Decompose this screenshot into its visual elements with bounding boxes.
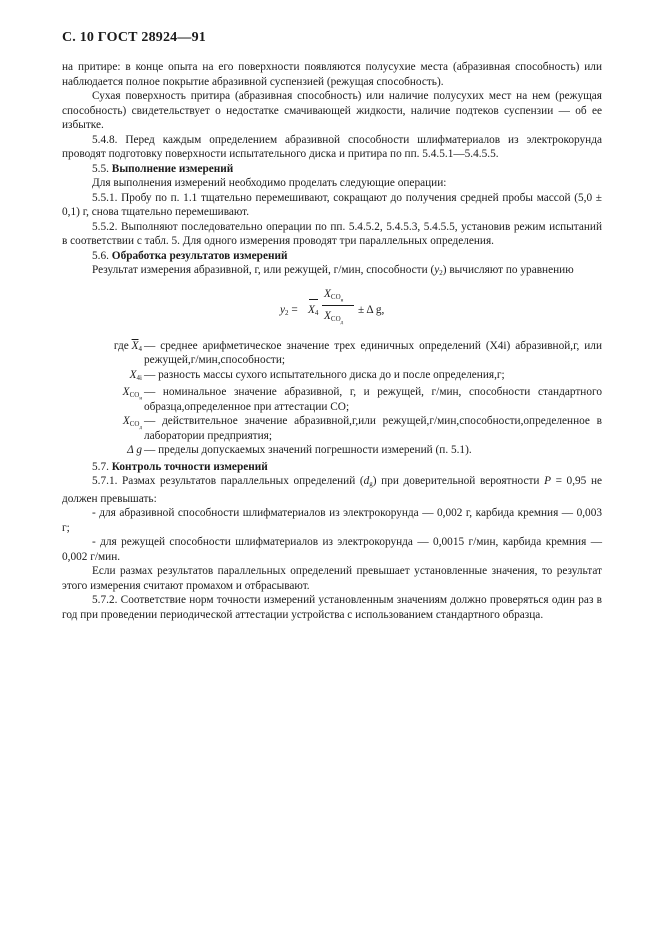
where-word: где (113, 339, 129, 352)
section-title: Контроль точности измерений (111, 460, 268, 473)
section-heading-5-6 (62, 249, 602, 264)
formula-sub-text: CO (330, 292, 341, 301)
definition-row (62, 339, 602, 368)
paragraph (62, 263, 602, 281)
subscript: g (369, 480, 373, 488)
symbol-subsub: н (139, 396, 142, 402)
definition-desc: действительное значение абразивной,г,или режущей,г/мин,способности,определенное в лаборатории предприятия; (144, 415, 602, 442)
definition-row (62, 368, 602, 386)
definition-row (62, 414, 602, 443)
symbol-sub (129, 391, 142, 402)
subscript: 2 (439, 269, 443, 277)
paragraph (62, 474, 602, 506)
dash: — (144, 368, 156, 381)
section-title: Выполнение измерений (111, 162, 234, 175)
definition-desc: среднее арифметическое значение трех единичных определений (X4i) абразивной,г, или режущей,г/мин,способности; (144, 339, 602, 366)
symbol-var: X (129, 368, 137, 381)
paragraph: Сухая поверхность притира (абразивная способность) или наличие полусухих мест на нем (режущая способность) свидетельствует о недостатке смачивающей жидкости, наличие подтеков суспензии — об ее избытке. (62, 90, 602, 131)
text-run: 5.7.1. Размах результатов параллельных определений ( (92, 475, 364, 487)
formula-sub (331, 293, 343, 301)
symbol-var: $\overline{X}$ (131, 339, 139, 352)
section-number: 5.7. (92, 460, 109, 473)
definition-text (144, 385, 602, 414)
document-body (62, 60, 602, 622)
definition-desc: номинальное значение абразивной, г, и режущей, г/мин, способности стандартного образца,определенное при аттестации СО; (144, 386, 602, 413)
variable: P (544, 475, 551, 487)
text-run: ) вычисляют по уравнению (442, 264, 574, 276)
dash: — (144, 339, 156, 352)
dash: — (144, 415, 156, 427)
symbol-sub: 4 (138, 344, 142, 353)
formula-denominator (324, 309, 343, 331)
definition-text (144, 443, 602, 458)
paragraph: 5.5.2. Выполняют последовательно операции по пп. 5.4.5.2, 5.4.5.3, 5.4.5.5, установив режим испытаний в соответствии с табл. 5. Для одного измерения проводят три параллельных определения. (62, 220, 602, 247)
paragraph: 5.4.8. Перед каждым определением абразивной способности шлифматериалов из электрокорунда проводят подготовку поверхности испытательного диска и притира по пп. 5.4.5.1—5.4.5.5. (62, 133, 602, 160)
formula-var: y (280, 303, 286, 316)
section-heading-5-5 (62, 162, 602, 177)
text-run: Результат измерения абразивной, г, или режущей, г/мин, способности ( (92, 264, 435, 276)
formula-sub-text: CO (330, 314, 341, 323)
formula-tail: ± Δ g, (358, 303, 385, 316)
formula-sub: 2 (285, 308, 289, 317)
paragraph: 5.5.1. Пробу по п. 1.1 тщательно перемешивают, сокращают до получения средней пробы массой (5,0 ± 0,1) г, снова тщательно перемешивают. (62, 191, 602, 218)
mean-bar (309, 299, 318, 300)
symbol-var: X (122, 386, 130, 398)
paragraph: Если размах результатов параллельных определений превышает установленные значения, то результат этого измерения считают промахом и отбрасывают. (62, 565, 602, 592)
text-run: = 0,95 не должен превышать: (62, 475, 603, 505)
fraction-line (322, 305, 354, 306)
definition-desc: разность массы сухого испытательного диска до и после определения,г; (158, 368, 505, 381)
symbol-var: X (122, 415, 130, 427)
formula-lhs (280, 303, 298, 321)
formula-subsub: н (340, 297, 344, 303)
paragraph: на притире: в конце опыта на его поверхности появляются полусухие места (абразивная способность) или наблюдается полное покрытие абразивной суспензией (режущая способность). (62, 61, 602, 88)
definitions-list (62, 339, 602, 458)
paragraph: - для абразивной способности шлифматериалов из электрокорунда — 0,002 г, карбида кремния — 0,003 г; (62, 507, 602, 534)
definition-row (62, 443, 602, 458)
definition-symbol (62, 385, 144, 414)
paragraph: - для режущей способности шлифматериалов из электрокорунда — 0,0015 г/мин, карбида кремния — 0,002 г/мин. (62, 536, 602, 563)
page-header: С. 10 ГОСТ 28924—91 (62, 30, 206, 45)
section-number: 5.5. (92, 162, 109, 175)
symbol-sub-text: CO (129, 391, 140, 399)
symbol-subsub: д (139, 425, 142, 431)
definition-text (144, 368, 602, 386)
definition-symbol (62, 368, 144, 386)
paragraph: 5.7.2. Соответствие норм точности измерений установленным значениям должно проверяться один раз в год при проведении периодической аттестации устройства с использованием стандартного образца. (62, 594, 602, 621)
formula-sub: 4 (314, 308, 319, 317)
formula-mean (308, 303, 318, 321)
section-number: 5.6. (92, 249, 109, 262)
section-title: Обработка результатов измерений (111, 249, 288, 262)
definition-symbol (62, 414, 144, 443)
variable: y (434, 264, 440, 276)
paragraph: Для выполнения измерений необходимо проделать следующие операции: (92, 177, 447, 189)
formula (62, 281, 602, 337)
symbol-var: Δ g (127, 444, 142, 456)
formula-sub (331, 315, 343, 323)
definition-desc: пределы допускаемых значений погрешности измерений (п. 5.1). (158, 444, 472, 456)
definition-text (144, 414, 602, 443)
formula-var: X (324, 309, 331, 322)
definition-text (144, 339, 602, 368)
variable: d (363, 475, 370, 487)
symbol-sub-text: CO (129, 420, 140, 428)
formula-subsub: д (340, 319, 344, 325)
symbol-sub (129, 420, 142, 431)
dash: — (144, 386, 156, 398)
symbol-sub: 4i (136, 373, 142, 382)
formula-eq: = (288, 303, 298, 316)
definition-symbol (62, 443, 144, 458)
text-run: ) при доверительной вероятности (372, 475, 540, 487)
section-heading-5-7 (62, 460, 602, 475)
definition-row (62, 385, 602, 414)
dash: — (144, 444, 156, 456)
formula-var: X (324, 287, 331, 300)
formula-var: X (308, 303, 315, 316)
definition-symbol (62, 339, 144, 368)
